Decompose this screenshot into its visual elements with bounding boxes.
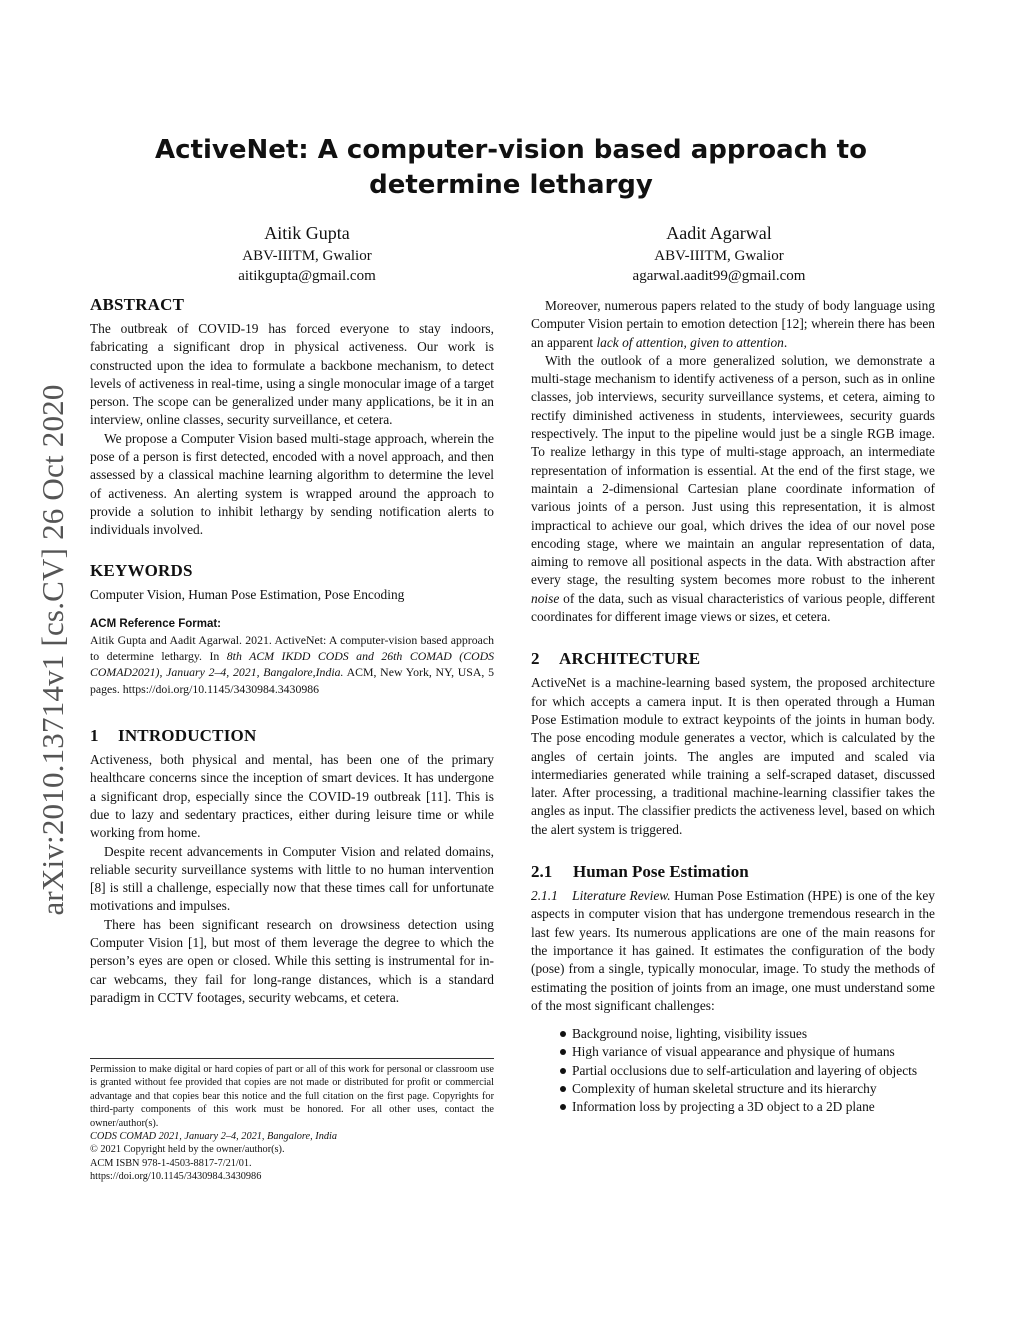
bullet-icon <box>560 1031 566 1037</box>
acm-reference-heading: ACM Reference Format: <box>90 617 221 630</box>
list-item <box>531 1043 935 1061</box>
intro-continuation-paragraph-1 <box>531 297 935 352</box>
paper-title: ActiveNet: A computer-vision based approach to determine lethargy <box>155 135 867 200</box>
author-email: agarwal.aadit99@gmail.com <box>632 268 806 284</box>
challenges-list <box>531 1025 935 1116</box>
text-run: . <box>783 334 788 350</box>
author-name: Aitik Gupta <box>264 223 350 243</box>
bullet-icon <box>560 1049 566 1055</box>
abstract-paragraph-2: We propose a Computer Vision based multi-stage approach, wherein the pose of a person is first detected, encoded with a novel approach, and then assessed by a classical machine learning algorithm to determine the level of activeness. An alerting system is wrapped around the approach to provide a solution to inhibit lethargy by sending notification alerts to individuals involved. <box>90 430 494 538</box>
subsubsection-label: 2.1.1 Literature Review. <box>531 888 671 904</box>
section-title: INTRODUCTION <box>118 726 257 746</box>
introduction-paragraph-2: Despite recent advancements in Computer Vision and related domains, reliable security surveillance systems with little to no human intervention [8] is still a challenge, especially now that these times call for unfortunate motivations and impulses. <box>90 843 494 914</box>
acm-reference-part-a: Aitik Gupta and Aadit Agarwal. 2021. ActiveNet: A computer-vision based approach to determine lethargy. In <box>90 632 494 664</box>
left-column <box>90 294 494 1007</box>
keywords-heading: KEYWORDS <box>90 560 193 580</box>
list-item <box>531 1098 935 1116</box>
author-name: Aadit Agarwal <box>666 223 772 243</box>
acm-reference-text <box>90 632 494 697</box>
text-run: Moreover, numerous papers related to the study of body language using Computer Vision pertain to emotion detection [12]; wherein there has been an apparent <box>531 298 935 350</box>
literature-review-paragraph <box>531 887 935 1015</box>
copyright-line: © 2021 Copyright held by the owner/author(s). <box>90 1144 285 1156</box>
emphasis-text: lack of attention, given to attention <box>596 334 784 350</box>
text-run: With the outlook of a more generalized solution, we demonstrate a multi-stage mechanism to identify activeness of a person, such as in online classes, job interviews, security surveillance systems, et cetera, aiming to rectify diminished activeness in students, interviewees, security guards respectively. The input to the pipeline would just be a single RGB image. To realize lethargy in this type of multi-stage approach, an intermediate representation of information is essential. At the end of the first stage, we maintain a 2-dimensional Cartesian plane coordinate information of various joints of a person. Just using this representation, it is almost impractical to achieve our goal, which drives the idea of our novel pose encoding stage, where we maintain an angular representation of data, aiming to remove all positional aspects in the data. With abstraction after every stage, the resulting system becomes more robust to the inherent <box>531 352 935 588</box>
emphasis-text: noise <box>531 590 560 606</box>
text-run: Human Pose Estimation (HPE) is one of the key aspects in computer vision that has undergone tremendous research in the last few years. Its numerous applications are one of the main reasons for the importance it has gained. It estimates the configuration of the body (pose) from a single, typically monocular, image. To study the methods of estimating the position of joints from an image, one must understand some of the most significant challenges: <box>531 888 935 1013</box>
subsection-number: 2.1 <box>531 862 553 882</box>
text-run: of the data, such as visual characteristics of various people, different coordinates for different image views or sizes, et cetera. <box>531 590 935 625</box>
right-column <box>531 297 935 1117</box>
section-title: ARCHITECTURE <box>559 649 701 669</box>
bullet-icon <box>560 1086 566 1092</box>
bullet-icon <box>560 1068 566 1074</box>
permission-notice: Permission to make digital or hard copies of part or all of this work for personal or classroom use is granted without fee provided that copies are not made or distributed for profit or commercial advantage and that copies bear this notice and the full citation on the first page. Copyrights for third-party components of this work must be honored. For all other uses, contact the owner/author(s). <box>90 1064 494 1129</box>
acm-reference-venue: 8th ACM IKDD CODS and 26th COMAD (CODS COMAD2021), January 2–4, 2021, Bangalore,India. <box>90 649 494 680</box>
isbn-line: ACM ISBN 978-1-4503-8817-7/21/01. <box>90 1157 252 1169</box>
list-item <box>531 1062 935 1080</box>
author-block-1 <box>157 222 457 286</box>
list-item-text: Partial occlusions due to self-articulation and layering of objects <box>572 1062 918 1078</box>
section-number: 2 <box>531 649 540 669</box>
subsection-title: Human Pose Estimation <box>573 862 749 882</box>
bullet-icon <box>560 1104 566 1110</box>
acm-reference-part-b: ACM, New York, NY, USA, 5 pages. https://doi.org/10.1145/3430984.3430986 <box>90 665 495 696</box>
introduction-heading <box>90 725 494 747</box>
list-item-text: Information loss by projecting a 3D object to a 2D plane <box>572 1099 875 1115</box>
doi-link[interactable]: https://doi.org/10.1145/3430984.3430986 <box>90 1171 262 1183</box>
arxiv-identifier: arXiv:2010.13714v1 [cs.CV] 26 Oct 2020 <box>35 384 70 916</box>
introduction-paragraph-3: There has been significant research on drowsiness detection using Computer Vision [1], but most of them leverage the degree to which the person’s eyes are open or closed. While this setting is instrumental for in-car webcams, they fail for long-range distances, which is a standard paradigm in CCTV footages, security webcams, et cetera. <box>90 916 494 1005</box>
abstract-paragraph-1: The outbreak of COVID-19 has forced everyone to stay indoors, fabricating a significant drop in physical activeness. Our work is constructed upon the idea to formulate a backbone mechanism, to detect levels of activeness in real-time, using a single monocular image of a target person. The scope can be generalized under many applications, be it in an interview, online classes, security surveillance, et cetera. <box>90 321 494 428</box>
keywords-text: Computer Vision, Human Pose Estimation, Pose Encoding <box>90 586 405 602</box>
architecture-heading <box>531 648 935 670</box>
list-item <box>531 1025 935 1043</box>
footnote-divider <box>90 1058 494 1059</box>
list-item-text: High variance of visual appearance and physique of humans <box>572 1044 895 1060</box>
introduction-paragraph-1: Activeness, both physical and mental, has been one of the primary healthcare concerns since the inception of smart devices. It has undergone a significant drop, especially since the COVID-19 outbreak [11]. This is due to lazy and sedentary practices, either during leisure time or while working from home. <box>90 752 494 841</box>
author-email: aitikgupta@gmail.com <box>238 268 376 284</box>
intro-continuation-paragraph-2 <box>531 352 935 626</box>
hpe-subsection-heading <box>531 861 935 883</box>
abstract-heading: ABSTRACT <box>90 295 185 314</box>
author-affiliation: ABV-IIITM, Gwalior <box>654 248 784 264</box>
architecture-paragraph: ActiveNet is a machine-learning based system, the proposed architecture for which accepts a camera input. It is then operated through a Human Pose Estimation module to extract keypoints of the joints in human body. The pose encoding module generates a vector, which is calculated by the angles of certain joints. The angles are imputed and scaled via intermediaries generated while training a self-scraped dataset, discussed later. After processing, a traditional machine-learning classifier takes the angles as input. The classifier predicts the activeness level, based on which the alert system is triggered. <box>531 675 935 837</box>
author-affiliation: ABV-IIITM, Gwalior <box>242 248 372 264</box>
conference-venue: CODS COMAD 2021, January 2–4, 2021, Bangalore, India <box>90 1131 338 1143</box>
list-item-text: Background noise, lighting, visibility issues <box>572 1026 808 1042</box>
list-item-text: Complexity of human skeletal structure and its hierarchy <box>572 1080 877 1096</box>
section-number: 1 <box>90 726 99 746</box>
author-block-2 <box>569 222 869 286</box>
copyright-footnote <box>90 1063 494 1184</box>
list-item <box>531 1080 935 1098</box>
